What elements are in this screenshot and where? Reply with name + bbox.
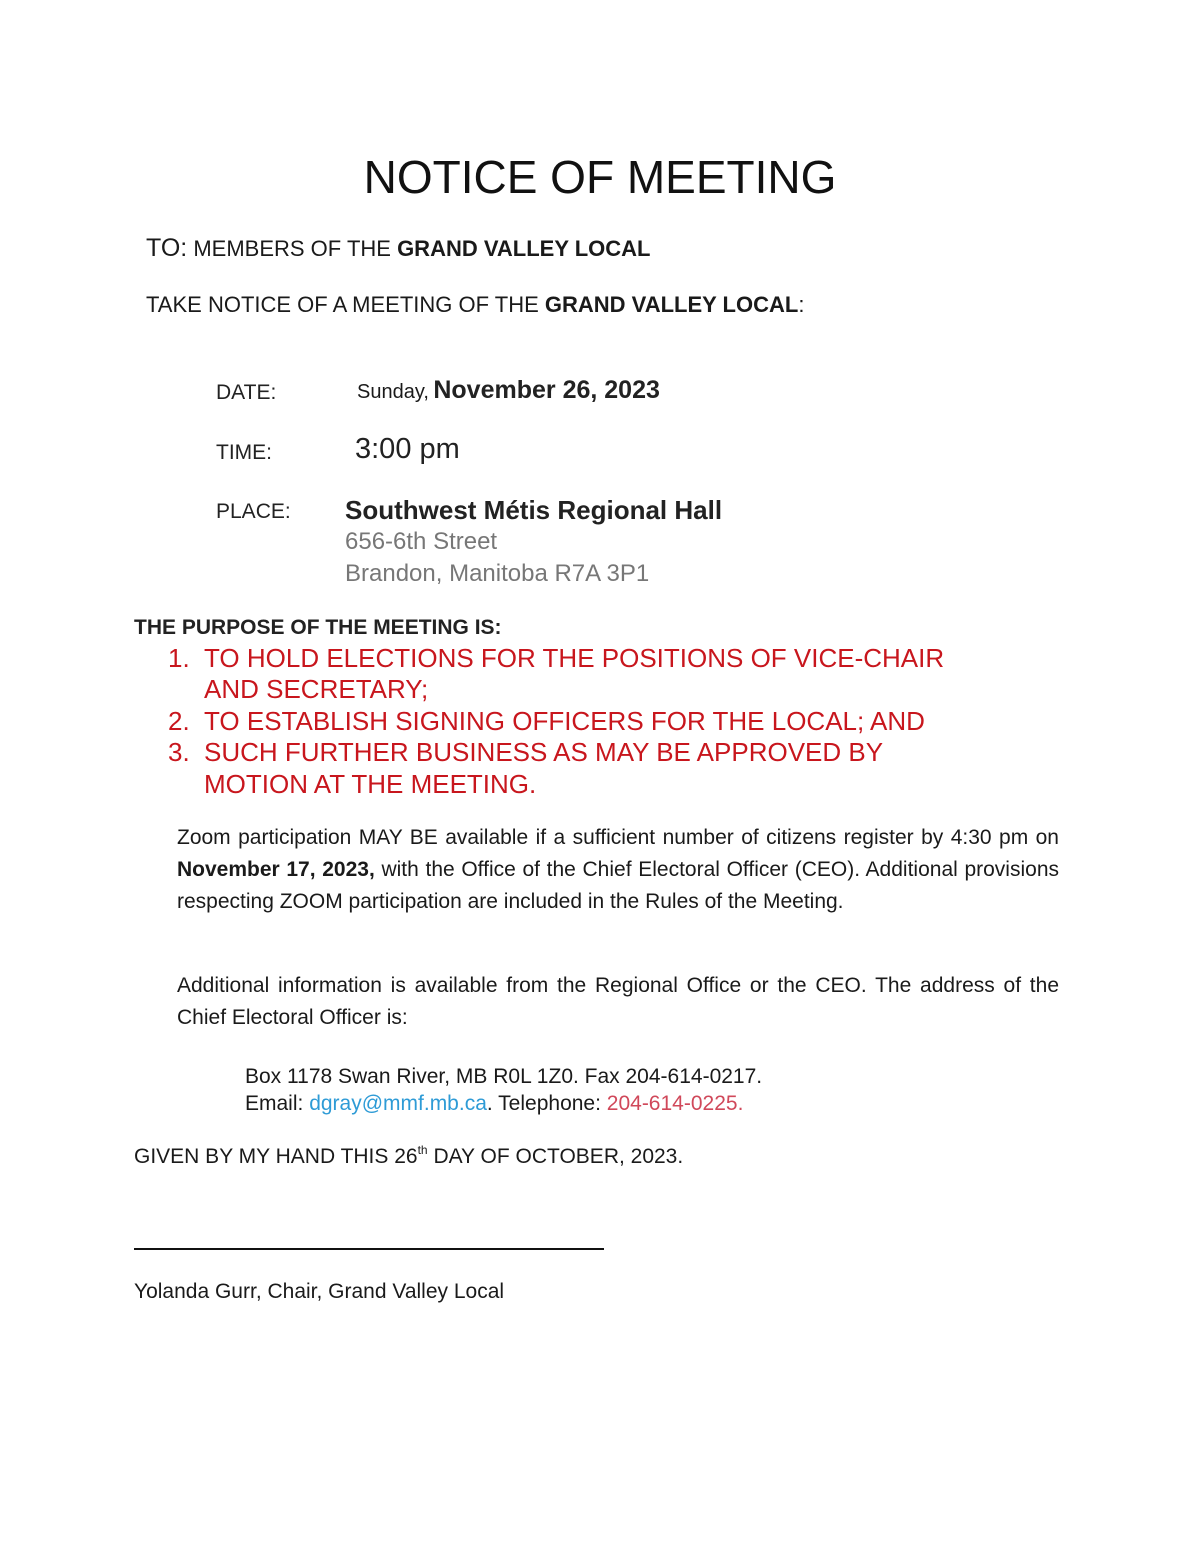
purpose-item-1-line1: TO HOLD ELECTIONS FOR THE POSITIONS OF VICE-CHAIR	[204, 643, 945, 673]
email-link[interactable]: dgray@mmf.mb.ca	[309, 1092, 487, 1115]
take-notice-line	[146, 292, 804, 318]
given-sup: th	[417, 1143, 428, 1157]
time-label: TIME:	[216, 441, 272, 464]
given-suffix: DAY OF OCTOBER, 2023.	[427, 1145, 684, 1168]
purpose-item-3-line2: MOTION AT THE MEETING.	[204, 769, 537, 799]
email-label: Email:	[245, 1092, 310, 1115]
given-line	[134, 1145, 683, 1169]
telephone-label: . Telephone:	[486, 1092, 607, 1115]
take-notice-bold: GRAND VALLEY LOCAL	[544, 292, 799, 317]
to-prefix: TO:	[146, 234, 188, 262]
purpose-item-3-num: 3.	[168, 737, 190, 767]
page-title: NOTICE OF MEETING	[363, 151, 837, 203]
purpose-item-1-line2: AND SECRETARY;	[204, 674, 429, 704]
time-value: 3:00 pm	[355, 433, 460, 465]
contact-address: Box 1178 Swan River, MB R0L 1Z0. Fax 204-614-0217.	[245, 1065, 763, 1088]
take-notice-text: TAKE NOTICE OF A MEETING OF THE	[146, 292, 545, 317]
purpose-item-1-num: 1.	[168, 643, 190, 673]
purpose-item-3-line1: SUCH FURTHER BUSINESS AS MAY BE APPROVED BY	[204, 737, 884, 767]
info-paragraph: Additional information is available from the Regional Office or the CEO. The address of the Chief Electoral Officer is:	[177, 974, 1059, 1029]
date-label: DATE:	[216, 381, 277, 404]
date-day: Sunday,	[357, 381, 429, 403]
telephone-link[interactable]: 204-614-0225	[606, 1092, 738, 1115]
contact-end: .	[737, 1092, 744, 1115]
signature-name: Yolanda Gurr, Chair, Grand Valley Local	[134, 1280, 505, 1303]
place-label: PLACE:	[216, 500, 291, 523]
purpose-item-2-num: 2.	[168, 706, 190, 736]
place-address2: Brandon, Manitoba R7A 3P1	[345, 560, 650, 587]
zoom-paragraph	[177, 822, 1059, 918]
place-name: Southwest Métis Regional Hall	[345, 495, 723, 525]
place-address1: 656-6th Street	[345, 528, 498, 555]
to-bold: GRAND VALLEY LOCAL	[397, 236, 651, 261]
signature-line	[134, 1248, 604, 1250]
to-text: MEMBERS OF THE	[187, 236, 398, 261]
date-value-line	[357, 376, 660, 405]
to-line	[146, 234, 650, 263]
zoom-part2: with the Office of the Chief Electoral Officer (CEO). Additional provisions respecting ZOOM participation are included in the Rules of the Meeting.	[177, 858, 1059, 913]
zoom-part1: Zoom participation MAY BE available if a sufficient number of citizens register by 4:30 pm on	[177, 826, 1059, 849]
purpose-heading: THE PURPOSE OF THE MEETING IS:	[134, 616, 502, 639]
zoom-bold-date: November 17, 2023,	[177, 858, 375, 881]
date-value: November 26, 2023	[433, 376, 660, 404]
purpose-item-2-line1: TO ESTABLISH SIGNING OFFICERS FOR THE LOCAL; AND	[204, 706, 925, 736]
take-notice-suffix: :	[798, 292, 805, 317]
contact-email-line	[245, 1092, 743, 1116]
given-prefix: GIVEN BY MY HAND THIS 26	[134, 1145, 418, 1168]
